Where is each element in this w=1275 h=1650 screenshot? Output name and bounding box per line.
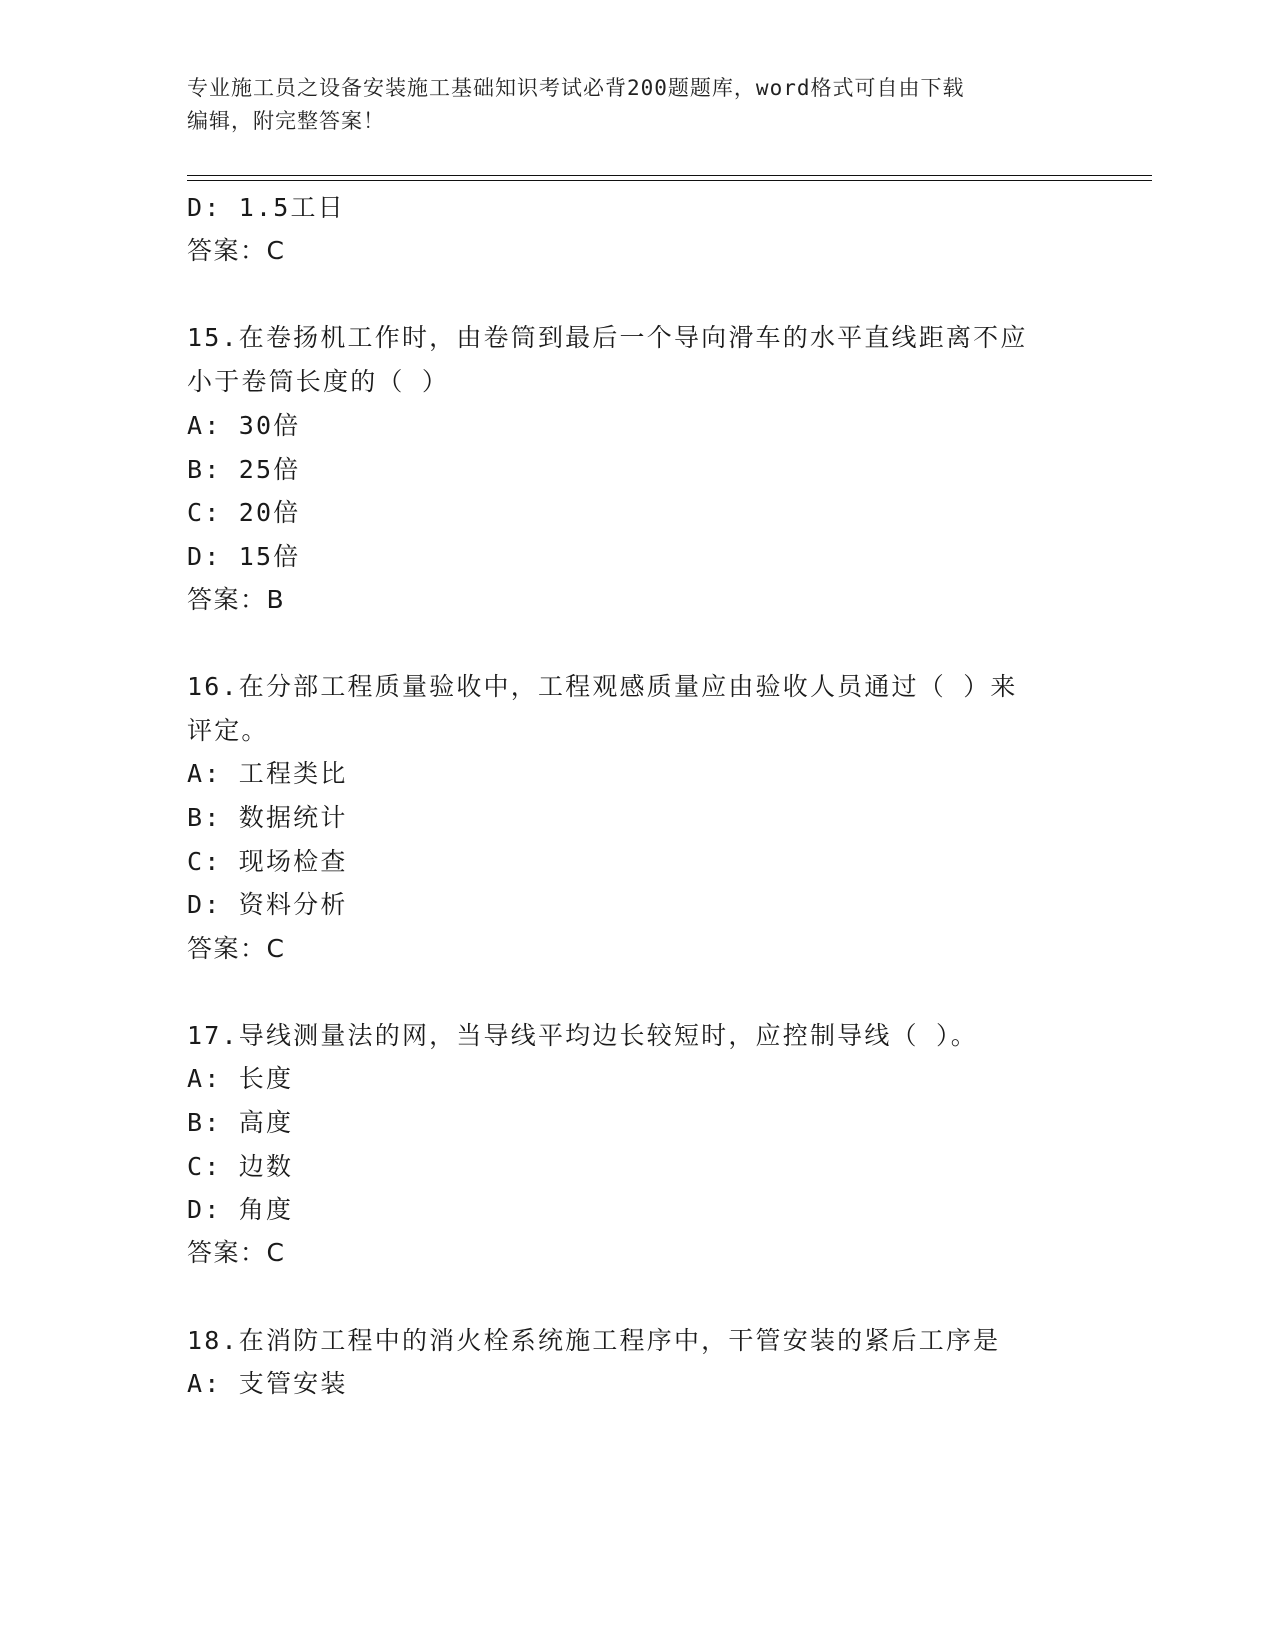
question-15-line-2: 小于卷筒长度的（ ） bbox=[187, 367, 450, 396]
question-17-option-a: A: 长度 bbox=[187, 1064, 294, 1093]
question-17-line-1: 17.导线测量法的网，当导线平均边长较短时，应控制导线（ ）。 bbox=[187, 1021, 978, 1050]
document-header bbox=[187, 72, 1067, 138]
question-18-line-1: 18.在消防工程中的消火栓系统施工程序中，干管安装的紧后工序是 bbox=[187, 1326, 1001, 1355]
question-16-option-a: A: 工程类比 bbox=[187, 759, 348, 788]
question-15-option-a: A: 30倍 bbox=[187, 411, 301, 440]
header-rule-bottom bbox=[187, 180, 1152, 181]
question-16-option-d: D: 资料分析 bbox=[187, 890, 348, 919]
answer-14: 答案：C bbox=[187, 236, 286, 265]
question-16-option-b: B: 数据统计 bbox=[187, 803, 348, 832]
question-18-option-a: A: 支管安装 bbox=[187, 1369, 348, 1398]
question-16-line-2: 评定。 bbox=[187, 716, 269, 745]
option-d-prev: D: 1.5工日 bbox=[187, 193, 345, 222]
answer-17: 答案：C bbox=[187, 1238, 286, 1267]
header-line-2: 编辑，附完整答案！ bbox=[187, 109, 385, 133]
header-line-1: 专业施工员之设备安装施工基础知识考试必背200题题库，word格式可自由下载 bbox=[187, 76, 965, 100]
answer-15: 答案：B bbox=[187, 585, 286, 614]
answer-16: 答案：C bbox=[187, 934, 286, 963]
question-15-option-c: C: 20倍 bbox=[187, 498, 301, 527]
question-17-option-b: B: 高度 bbox=[187, 1108, 294, 1137]
question-15-option-b: B: 25倍 bbox=[187, 455, 301, 484]
question-17-option-c: C: 边数 bbox=[187, 1152, 294, 1181]
question-15-option-d: D: 15倍 bbox=[187, 542, 301, 571]
question-17-option-d: D: 角度 bbox=[187, 1195, 294, 1224]
question-15-line-1: 15.在卷扬机工作时，由卷筒到最后一个导向滑车的水平直线距离不应 bbox=[187, 323, 1028, 352]
header-rule-top bbox=[187, 175, 1152, 176]
question-16-option-c: C: 现场检查 bbox=[187, 847, 348, 876]
question-16-line-1: 16.在分部工程质量验收中，工程观感质量应由验收人员通过（ ）来 bbox=[187, 672, 1018, 701]
